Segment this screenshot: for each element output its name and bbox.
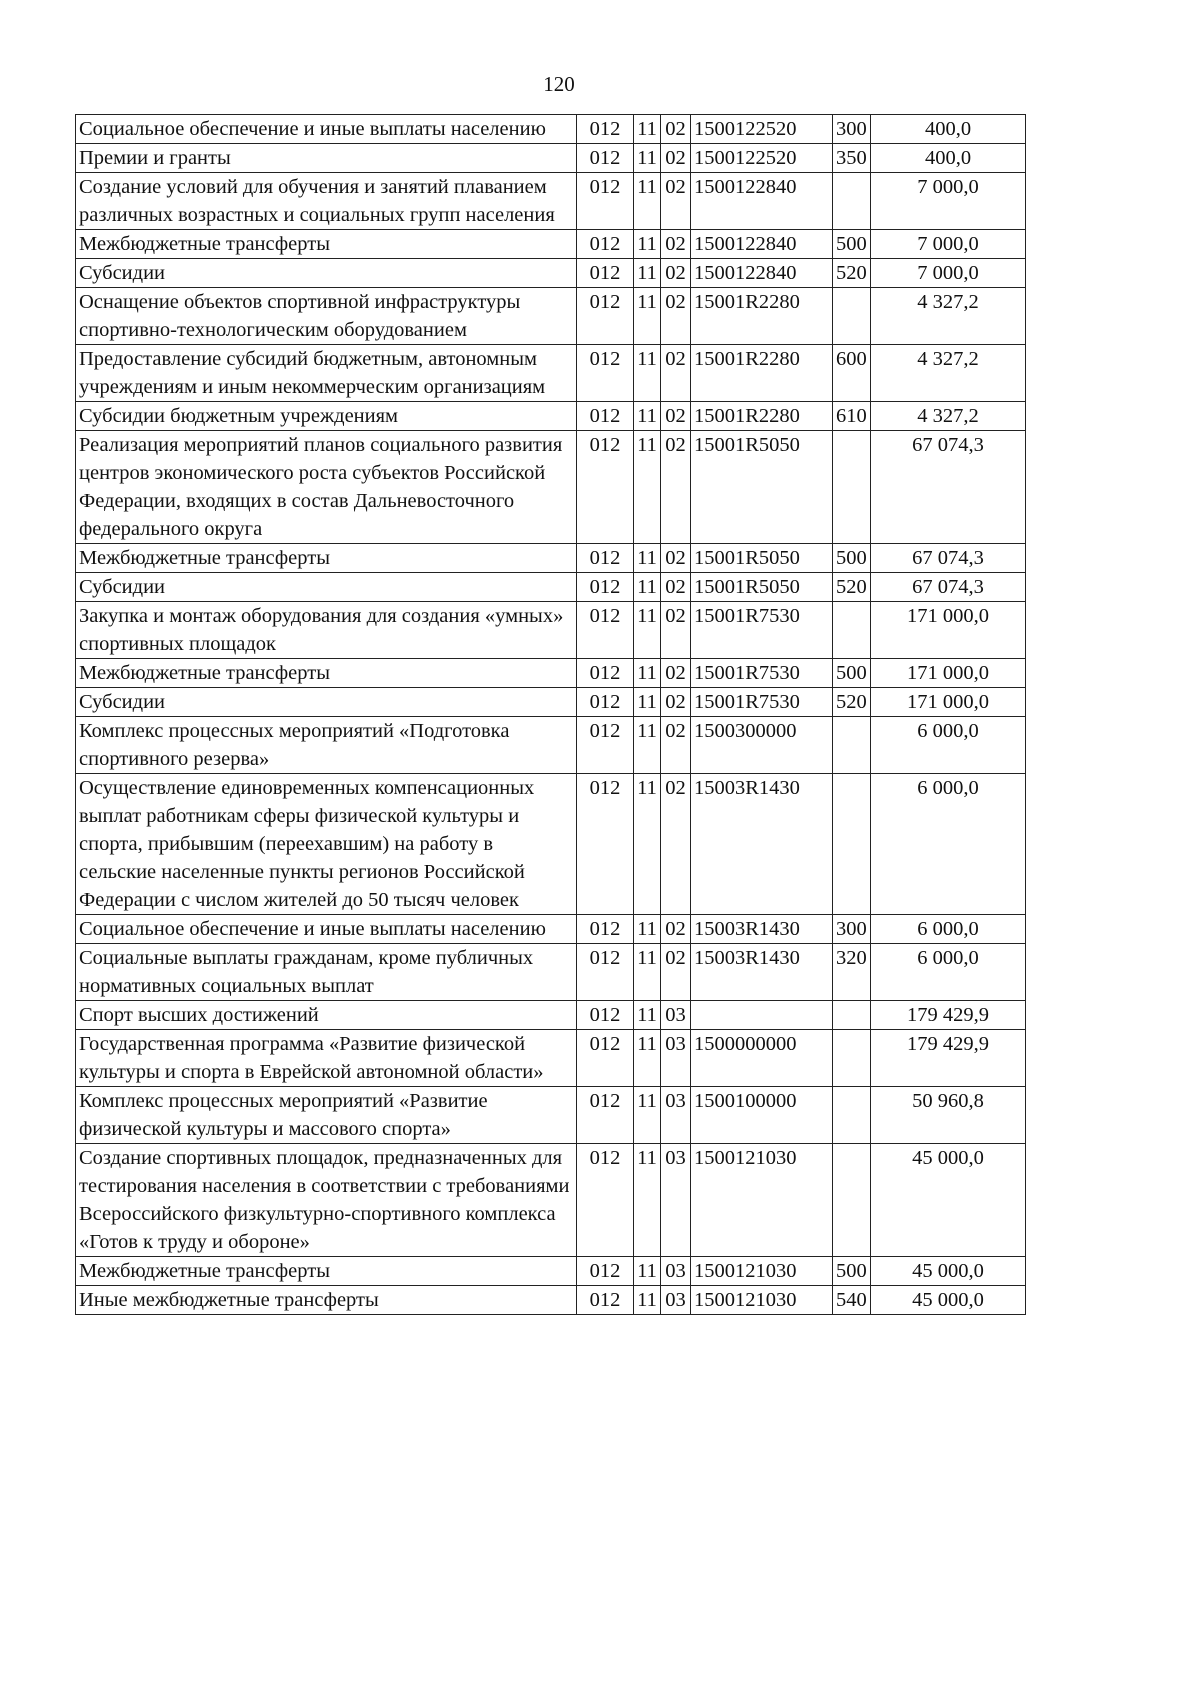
ministry-code-cell: 012 (577, 1257, 634, 1286)
expense-name-cell: Комплекс процессных мероприятий «Развитие физической культуры и массового спорта» (76, 1087, 577, 1144)
section-code-cell: 11 (634, 1144, 661, 1257)
table-row (76, 602, 1026, 659)
amount-cell: 6 000,0 (871, 774, 1026, 915)
expense-type-cell (833, 1001, 871, 1030)
table-row (76, 345, 1026, 402)
subsection-code-cell: 02 (661, 717, 691, 774)
section-code-cell: 11 (634, 345, 661, 402)
expense-name-cell: Предоставление субсидий бюджетным, автономным учреждениям и иным некоммерческим организациям (76, 345, 577, 402)
ministry-code-cell: 012 (577, 602, 634, 659)
section-code-cell: 11 (634, 944, 661, 1001)
amount-cell: 7 000,0 (871, 259, 1026, 288)
ministry-code-cell: 012 (577, 573, 634, 602)
expense-name-cell: Создание условий для обучения и занятий плаванием различных возрастных и социальных групп населения (76, 173, 577, 230)
ministry-code-cell: 012 (577, 431, 634, 544)
table-row (76, 1087, 1026, 1144)
amount-cell: 45 000,0 (871, 1144, 1026, 1257)
target-article-cell: 15001R7530 (691, 659, 833, 688)
expense-name-cell: Государственная программа «Развитие физической культуры и спорта в Еврейской автономной области» (76, 1030, 577, 1087)
subsection-code-cell: 02 (661, 288, 691, 345)
subsection-code-cell: 02 (661, 688, 691, 717)
table-row (76, 915, 1026, 944)
table-row (76, 288, 1026, 345)
expense-name-cell: Спорт высших достижений (76, 1001, 577, 1030)
expense-name-cell: Премии и гранты (76, 144, 577, 173)
expense-type-cell: 520 (833, 573, 871, 602)
section-code-cell: 11 (634, 1030, 661, 1087)
target-article-cell: 15001R5050 (691, 431, 833, 544)
expense-name-cell: Межбюджетные трансферты (76, 544, 577, 573)
target-article-cell: 1500121030 (691, 1144, 833, 1257)
table-row (76, 1144, 1026, 1257)
expense-type-cell: 610 (833, 402, 871, 431)
amount-cell: 67 074,3 (871, 544, 1026, 573)
section-code-cell: 11 (634, 115, 661, 144)
amount-cell: 4 327,2 (871, 345, 1026, 402)
subsection-code-cell: 02 (661, 602, 691, 659)
target-article-cell: 1500122840 (691, 259, 833, 288)
target-article-cell: 15001R2280 (691, 402, 833, 431)
amount-cell: 179 429,9 (871, 1001, 1026, 1030)
ministry-code-cell: 012 (577, 288, 634, 345)
expense-type-cell: 300 (833, 115, 871, 144)
subsection-code-cell: 02 (661, 944, 691, 1001)
subsection-code-cell: 02 (661, 402, 691, 431)
expense-name-cell: Социальные выплаты гражданам, кроме публичных нормативных социальных выплат (76, 944, 577, 1001)
expense-name-cell: Осуществление единовременных компенсационных выплат работникам сферы физической культуры и спорта, прибывшим (переехавшим) на работу в сельские населенные пункты регионов Российской Федерации с числом жителей до 50 тысяч человек (76, 774, 577, 915)
table-row (76, 717, 1026, 774)
ministry-code-cell: 012 (577, 1030, 634, 1087)
ministry-code-cell: 012 (577, 544, 634, 573)
target-article-cell: 15003R1430 (691, 944, 833, 1001)
section-code-cell: 11 (634, 1087, 661, 1144)
expense-name-cell: Комплекс процессных мероприятий «Подготовка спортивного резерва» (76, 717, 577, 774)
expense-type-cell: 320 (833, 944, 871, 1001)
amount-cell: 179 429,9 (871, 1030, 1026, 1087)
amount-cell: 45 000,0 (871, 1257, 1026, 1286)
subsection-code-cell: 03 (661, 1257, 691, 1286)
amount-cell: 400,0 (871, 144, 1026, 173)
expense-name-cell: Межбюджетные трансферты (76, 1257, 577, 1286)
table-row (76, 544, 1026, 573)
amount-cell: 67 074,3 (871, 431, 1026, 544)
section-code-cell: 11 (634, 1257, 661, 1286)
target-article-cell: 1500122520 (691, 144, 833, 173)
subsection-code-cell: 03 (661, 1030, 691, 1087)
ministry-code-cell: 012 (577, 230, 634, 259)
ministry-code-cell: 012 (577, 1286, 634, 1315)
subsection-code-cell: 02 (661, 345, 691, 402)
target-article-cell: 1500000000 (691, 1030, 833, 1087)
expense-type-cell: 350 (833, 144, 871, 173)
expense-type-cell (833, 717, 871, 774)
table-row (76, 1001, 1026, 1030)
ministry-code-cell: 012 (577, 944, 634, 1001)
amount-cell: 67 074,3 (871, 573, 1026, 602)
subsection-code-cell: 03 (661, 1001, 691, 1030)
amount-cell: 4 327,2 (871, 288, 1026, 345)
target-article-cell: 1500121030 (691, 1257, 833, 1286)
expense-name-cell: Межбюджетные трансферты (76, 659, 577, 688)
section-code-cell: 11 (634, 431, 661, 544)
amount-cell: 6 000,0 (871, 944, 1026, 1001)
expense-type-cell (833, 774, 871, 915)
amount-cell: 400,0 (871, 115, 1026, 144)
amount-cell: 6 000,0 (871, 717, 1026, 774)
expense-name-cell: Реализация мероприятий планов социального развития центров экономического роста субъектов Российской Федерации, входящих в состав Дальневосточного федерального округа (76, 431, 577, 544)
table-row (76, 659, 1026, 688)
expense-name-cell: Иные межбюджетные трансферты (76, 1286, 577, 1315)
table-row (76, 431, 1026, 544)
target-article-cell: 15001R5050 (691, 573, 833, 602)
ministry-code-cell: 012 (577, 144, 634, 173)
expense-name-cell: Создание спортивных площадок, предназначенных для тестирования населения в соответствии с требованиями Всероссийского физкультурно-спортивного комплекса «Готов к труду и обороне» (76, 1144, 577, 1257)
table-row (76, 144, 1026, 173)
section-code-cell: 11 (634, 173, 661, 230)
table-row (76, 402, 1026, 431)
subsection-code-cell: 02 (661, 573, 691, 602)
ministry-code-cell: 012 (577, 402, 634, 431)
amount-cell: 7 000,0 (871, 230, 1026, 259)
table-row (76, 230, 1026, 259)
table-row (76, 573, 1026, 602)
target-article-cell: 15003R1430 (691, 915, 833, 944)
target-article-cell: 15001R7530 (691, 688, 833, 717)
amount-cell: 50 960,8 (871, 1087, 1026, 1144)
subsection-code-cell: 02 (661, 259, 691, 288)
section-code-cell: 11 (634, 1286, 661, 1315)
target-article-cell (691, 1001, 833, 1030)
ministry-code-cell: 012 (577, 345, 634, 402)
amount-cell: 171 000,0 (871, 659, 1026, 688)
subsection-code-cell: 02 (661, 659, 691, 688)
section-code-cell: 11 (634, 915, 661, 944)
section-code-cell: 11 (634, 544, 661, 573)
section-code-cell: 11 (634, 1001, 661, 1030)
section-code-cell: 11 (634, 774, 661, 915)
target-article-cell: 1500121030 (691, 1286, 833, 1315)
expense-type-cell: 500 (833, 1257, 871, 1286)
target-article-cell: 1500122840 (691, 230, 833, 259)
expense-type-cell: 520 (833, 259, 871, 288)
budget-table (75, 114, 1026, 1315)
table-row (76, 688, 1026, 717)
ministry-code-cell: 012 (577, 1001, 634, 1030)
subsection-code-cell: 03 (661, 1286, 691, 1315)
expense-type-cell (833, 431, 871, 544)
expense-type-cell (833, 288, 871, 345)
table-row (76, 1257, 1026, 1286)
expense-type-cell (833, 173, 871, 230)
expense-name-cell: Межбюджетные трансферты (76, 230, 577, 259)
amount-cell: 45 000,0 (871, 1286, 1026, 1315)
subsection-code-cell: 03 (661, 1144, 691, 1257)
subsection-code-cell: 02 (661, 230, 691, 259)
amount-cell: 171 000,0 (871, 602, 1026, 659)
subsection-code-cell: 02 (661, 173, 691, 230)
target-article-cell: 1500300000 (691, 717, 833, 774)
section-code-cell: 11 (634, 717, 661, 774)
section-code-cell: 11 (634, 259, 661, 288)
ministry-code-cell: 012 (577, 115, 634, 144)
ministry-code-cell: 012 (577, 717, 634, 774)
section-code-cell: 11 (634, 573, 661, 602)
ministry-code-cell: 012 (577, 1144, 634, 1257)
ministry-code-cell: 012 (577, 688, 634, 717)
expense-name-cell: Социальное обеспечение и иные выплаты населению (76, 915, 577, 944)
expense-name-cell: Социальное обеспечение и иные выплаты населению (76, 115, 577, 144)
expense-type-cell: 600 (833, 345, 871, 402)
table-row (76, 1286, 1026, 1315)
target-article-cell: 1500122520 (691, 115, 833, 144)
amount-cell: 6 000,0 (871, 915, 1026, 944)
table-row (76, 1030, 1026, 1087)
amount-cell: 7 000,0 (871, 173, 1026, 230)
ministry-code-cell: 012 (577, 774, 634, 915)
ministry-code-cell: 012 (577, 1087, 634, 1144)
subsection-code-cell: 02 (661, 115, 691, 144)
expense-type-cell (833, 602, 871, 659)
section-code-cell: 11 (634, 659, 661, 688)
section-code-cell: 11 (634, 688, 661, 717)
section-code-cell: 11 (634, 144, 661, 173)
expense-type-cell (833, 1030, 871, 1087)
expense-name-cell: Субсидии (76, 259, 577, 288)
ministry-code-cell: 012 (577, 259, 634, 288)
subsection-code-cell: 02 (661, 431, 691, 544)
subsection-code-cell: 02 (661, 144, 691, 173)
target-article-cell: 15001R5050 (691, 544, 833, 573)
subsection-code-cell: 03 (661, 1087, 691, 1144)
expense-name-cell: Субсидии бюджетным учреждениям (76, 402, 577, 431)
expense-type-cell: 520 (833, 688, 871, 717)
target-article-cell: 15001R2280 (691, 345, 833, 402)
expense-type-cell: 500 (833, 230, 871, 259)
target-article-cell: 15001R2280 (691, 288, 833, 345)
subsection-code-cell: 02 (661, 774, 691, 915)
table-row (76, 259, 1026, 288)
expense-type-cell (833, 1144, 871, 1257)
expense-type-cell (833, 1087, 871, 1144)
section-code-cell: 11 (634, 230, 661, 259)
section-code-cell: 11 (634, 402, 661, 431)
target-article-cell: 1500100000 (691, 1087, 833, 1144)
expense-name-cell: Субсидии (76, 688, 577, 717)
table-row (76, 944, 1026, 1001)
subsection-code-cell: 02 (661, 544, 691, 573)
budget-table-body (76, 115, 1026, 1315)
expense-type-cell: 500 (833, 544, 871, 573)
ministry-code-cell: 012 (577, 915, 634, 944)
amount-cell: 4 327,2 (871, 402, 1026, 431)
table-row (76, 774, 1026, 915)
target-article-cell: 15001R7530 (691, 602, 833, 659)
section-code-cell: 11 (634, 288, 661, 345)
subsection-code-cell: 02 (661, 915, 691, 944)
section-code-cell: 11 (634, 602, 661, 659)
page-number: 120 (543, 72, 575, 96)
ministry-code-cell: 012 (577, 659, 634, 688)
target-article-cell: 1500122840 (691, 173, 833, 230)
expense-type-cell: 500 (833, 659, 871, 688)
expense-name-cell: Оснащение объектов спортивной инфраструктуры спортивно-технологическим оборудованием (76, 288, 577, 345)
amount-cell: 171 000,0 (871, 688, 1026, 717)
target-article-cell: 15003R1430 (691, 774, 833, 915)
expense-type-cell: 300 (833, 915, 871, 944)
expense-type-cell: 540 (833, 1286, 871, 1315)
ministry-code-cell: 012 (577, 173, 634, 230)
expense-name-cell: Закупка и монтаж оборудования для создания «умных» спортивных площадок (76, 602, 577, 659)
table-row (76, 115, 1026, 144)
expense-name-cell: Субсидии (76, 573, 577, 602)
table-row (76, 173, 1026, 230)
